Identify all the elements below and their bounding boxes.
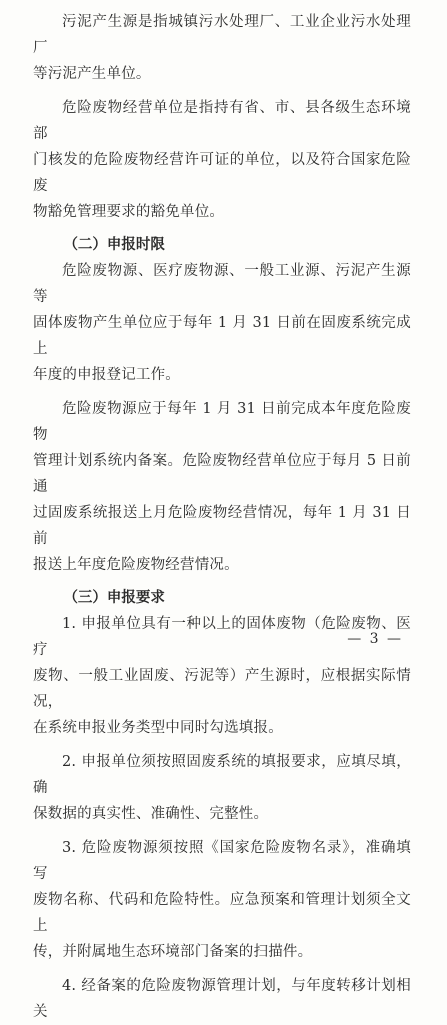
text-line: 等污泥产生单位。	[33, 66, 151, 82]
paragraph-deadline-1-cont	[33, 310, 411, 388]
text-line: 门核发的危险废物经营许可证的单位，以及符合国家危险废	[33, 152, 411, 194]
text-line: 2. 申报单位须按照固废系统的填报要求，应填尽填，确	[33, 754, 411, 796]
paragraph-deadline-1	[33, 258, 411, 310]
paragraph-requirement-2-cont	[33, 801, 411, 827]
text-line: 1. 申报单位具有一种以上的固体废物（危险废物、医疗	[33, 616, 411, 658]
text-line: 4. 经备案的危险废物源管理计划，与年度转移计划相关	[33, 978, 411, 1020]
paragraph-requirement-1-cont	[33, 663, 411, 741]
text-line: 3. 危险废物源须按照《国家危险废物名录》，准确填写	[33, 840, 411, 882]
section-heading-deadline: （二）申报时限	[63, 237, 165, 253]
paragraph-sludge-source-cont	[33, 61, 411, 87]
section-heading-requirements: （三）申报要求	[63, 590, 165, 606]
text-line: 危险废物经营单位是指持有省、市、县各级生态环境部	[33, 100, 411, 142]
text-line: 保数据的真实性、准确性、完整性。	[33, 806, 269, 822]
page-number: — 3 —	[347, 631, 403, 647]
paragraph-requirement-4	[33, 973, 411, 1025]
paragraph-deadline-2	[33, 396, 411, 448]
text-line: 物豁免管理要求的豁免单位。	[33, 204, 225, 220]
paragraph-hazardous-operator	[33, 95, 411, 147]
text-line: 危险废物源应于每年 1 月 31 日前完成本年度危险废物	[33, 401, 411, 443]
text-line: 传，并附属地生态环境部门备案的扫描件。	[33, 944, 313, 960]
paragraph-deadline-2-cont	[33, 448, 411, 578]
paragraph-requirement-3	[33, 835, 411, 887]
paragraph-requirement-2	[33, 749, 411, 801]
text-line: 废物、一般工业固废、污泥等）产生源时，应根据实际情况，	[33, 668, 411, 710]
paragraph-sludge-source	[33, 9, 411, 61]
text-line: 在系统申报业务类型中同时勾选填报。	[33, 720, 283, 736]
text-line: 报送上年度危险废物经营情况。	[33, 557, 239, 573]
paragraph-hazardous-operator-cont	[33, 147, 411, 225]
paragraph-requirement-3-cont	[33, 887, 411, 965]
text-line: 污泥产生源是指城镇污水处理厂、工业企业污水处理厂	[33, 14, 411, 56]
text-line: 年度的申报登记工作。	[33, 367, 180, 383]
text-line: 管理计划系统内备案。危险废物经营单位应于每月 5 日前通	[33, 453, 411, 495]
text-line: 危险废物源、医疗废物源、一般工业源、污泥产生源等	[33, 263, 411, 305]
text-line: 固体废物产生单位应于每年 1 月 31 日前在固废系统完成上	[33, 315, 411, 357]
text-line: 废物名称、代码和危险特性。应急预案和管理计划须全文上	[33, 892, 411, 934]
text-line: 过固废系统报送上月危险废物经营情况，每年 1 月 31 日前	[33, 505, 411, 547]
